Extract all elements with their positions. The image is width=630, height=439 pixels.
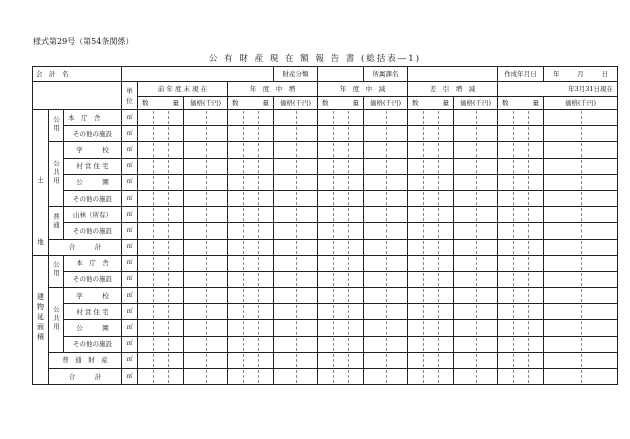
cell-price[interactable] (544, 190, 618, 206)
cell-qty[interactable] (318, 320, 364, 336)
unit-sqm: ㎡ (122, 271, 138, 287)
group-general: 普通 (49, 207, 64, 239)
cell-price[interactable] (454, 126, 498, 142)
accounting-name-value[interactable] (122, 67, 274, 82)
table-row (33, 142, 618, 158)
row-label: 公 園 (64, 320, 122, 336)
sub-price: 価格(千円) (274, 97, 318, 110)
cell-price[interactable] (184, 304, 228, 320)
cell-qty[interactable] (498, 336, 544, 352)
cell-qty[interactable] (228, 158, 274, 174)
table-row (33, 207, 618, 223)
cell-price[interactable] (184, 239, 228, 255)
table-row-total (33, 239, 618, 255)
sub-qty: 数 量 (318, 97, 364, 110)
cell-price[interactable] (364, 142, 408, 158)
cell-qty[interactable] (498, 255, 544, 271)
property-class-value[interactable] (318, 67, 364, 82)
unit-sqm: ㎡ (122, 174, 138, 190)
cell-qty[interactable] (228, 271, 274, 287)
row-label: 普 通 財 産 (49, 352, 122, 368)
cell-price[interactable] (184, 126, 228, 142)
cell-qty[interactable] (318, 304, 364, 320)
cell-qty[interactable] (318, 239, 364, 255)
cell-price[interactable] (274, 336, 318, 352)
cell-qty[interactable] (498, 304, 544, 320)
cell-qty[interactable] (408, 336, 454, 352)
cell-qty[interactable] (408, 190, 454, 206)
department-label: 所属課名 (364, 67, 408, 82)
info-row (33, 67, 618, 82)
cell-qty[interactable] (318, 190, 364, 206)
cell-qty[interactable] (498, 320, 544, 336)
created-date-label: 作成年月日 (498, 67, 544, 82)
cell-qty[interactable] (408, 174, 454, 190)
cell-qty[interactable] (498, 352, 544, 368)
cell-price[interactable] (184, 158, 228, 174)
row-label: 本 庁 舎 (64, 110, 122, 126)
cell-qty[interactable] (138, 320, 184, 336)
sub-price: 価格(千円) (184, 97, 228, 110)
cell-qty[interactable] (138, 126, 184, 142)
cell-qty[interactable] (138, 239, 184, 255)
cell-price[interactable] (184, 369, 228, 385)
cell-qty[interactable] (408, 142, 454, 158)
cell-price[interactable] (364, 320, 408, 336)
cell-price[interactable] (184, 255, 228, 271)
cell-qty[interactable] (138, 174, 184, 190)
cell-qty[interactable] (498, 142, 544, 158)
cell-qty[interactable] (318, 352, 364, 368)
cell-qty[interactable] (498, 223, 544, 239)
row-label: その他の施設 (64, 190, 122, 206)
accounting-name-label: 会 計 名 (33, 67, 122, 82)
table-row (33, 352, 618, 368)
property-class-label: 財産分類 (274, 67, 318, 82)
cell-price[interactable] (544, 271, 618, 287)
cell-price[interactable] (364, 110, 408, 126)
table-row-total (33, 369, 618, 385)
page-title: 公 有 財 産 現 在 額 報 告 書 (総括表―1) (208, 54, 422, 64)
cell-price[interactable] (544, 352, 618, 368)
cell-qty[interactable] (318, 126, 364, 142)
cell-price[interactable] (364, 255, 408, 271)
cell-qty[interactable] (228, 255, 274, 271)
cell-price[interactable] (364, 223, 408, 239)
unit-sqm: ㎡ (122, 255, 138, 271)
group-increase: 年 度 中 増 (228, 82, 318, 97)
cell-price[interactable] (544, 110, 618, 126)
unit-sqm: ㎡ (122, 369, 138, 385)
unit-sqm: ㎡ (122, 320, 138, 336)
cell-price[interactable] (364, 126, 408, 142)
row-label: 村 営 住 宅 (64, 304, 122, 320)
unit-sqm: ㎡ (122, 239, 138, 255)
cell-price[interactable] (184, 320, 228, 336)
cell-price[interactable] (544, 126, 618, 142)
cell-qty[interactable] (228, 239, 274, 255)
cell-qty[interactable] (228, 142, 274, 158)
cell-price[interactable] (184, 174, 228, 190)
year-label: 年 (552, 70, 560, 78)
month-label: 月 (577, 70, 584, 78)
table-row (33, 320, 618, 336)
unit-sqm: ㎡ (122, 158, 138, 174)
cell-price[interactable] (274, 320, 318, 336)
cell-price[interactable] (184, 207, 228, 223)
cell-qty[interactable] (228, 207, 274, 223)
sub-qty: 数 量 (498, 97, 544, 110)
cell-price[interactable] (454, 190, 498, 206)
cell-price[interactable] (454, 369, 498, 385)
row-label: 学 校 (64, 288, 122, 304)
cell-qty[interactable] (408, 239, 454, 255)
report-table (32, 66, 618, 385)
cell-qty[interactable] (228, 288, 274, 304)
row-label: その他の施設 (64, 223, 122, 239)
cell-qty[interactable] (408, 320, 454, 336)
cell-price[interactable] (454, 223, 498, 239)
table-row (33, 336, 618, 352)
cell-price[interactable] (274, 110, 318, 126)
cell-qty[interactable] (228, 352, 274, 368)
cell-price[interactable] (544, 174, 618, 190)
row-label-total: 合 計 (49, 369, 122, 385)
cell-qty[interactable] (138, 271, 184, 287)
row-label: その他の施設 (64, 271, 122, 287)
cell-qty[interactable] (138, 352, 184, 368)
unit-sqm: ㎡ (122, 126, 138, 142)
cell-price[interactable] (184, 352, 228, 368)
cell-price[interactable] (364, 158, 408, 174)
cell-qty[interactable] (408, 352, 454, 368)
cell-price[interactable] (454, 110, 498, 126)
cell-price[interactable] (274, 271, 318, 287)
cell-price[interactable] (364, 190, 408, 206)
department-value[interactable] (408, 67, 498, 82)
cell-qty[interactable] (228, 304, 274, 320)
unit-sqm: ㎡ (122, 223, 138, 239)
cell-price[interactable] (544, 142, 618, 158)
row-label: 本 庁 舎 (64, 255, 122, 271)
sub-qty: 数 量 (228, 97, 274, 110)
created-date-value[interactable] (544, 67, 618, 82)
group-prev-year: 前 年 度 末 現 在 (138, 82, 228, 97)
cell-qty[interactable] (498, 174, 544, 190)
group-public-use: 公共用 (49, 142, 64, 207)
table-row (33, 304, 618, 320)
cell-qty[interactable] (138, 158, 184, 174)
cell-qty[interactable] (408, 207, 454, 223)
cell-qty[interactable] (408, 110, 454, 126)
cell-price[interactable] (274, 142, 318, 158)
cell-price[interactable] (364, 174, 408, 190)
cell-price[interactable] (274, 239, 318, 255)
cell-price[interactable] (274, 126, 318, 142)
cell-price[interactable] (274, 223, 318, 239)
cell-qty[interactable] (318, 142, 364, 158)
table-row (33, 255, 618, 271)
cell-qty[interactable] (138, 223, 184, 239)
cell-price[interactable] (454, 174, 498, 190)
cell-qty[interactable] (138, 369, 184, 385)
cell-qty[interactable] (318, 158, 364, 174)
cell-price[interactable] (274, 207, 318, 223)
cell-price[interactable] (274, 174, 318, 190)
cell-qty[interactable] (318, 369, 364, 385)
header-row-groups (33, 82, 618, 97)
cell-price[interactable] (454, 255, 498, 271)
cell-price[interactable] (364, 336, 408, 352)
cell-qty[interactable] (138, 142, 184, 158)
table-row (33, 271, 618, 287)
unit-sqm: ㎡ (122, 304, 138, 320)
cell-qty[interactable] (228, 223, 274, 239)
cell-qty[interactable] (228, 174, 274, 190)
group-current: 年3月31日現在 (498, 82, 618, 97)
cell-price[interactable] (364, 288, 408, 304)
cell-price[interactable] (544, 223, 618, 239)
cell-price[interactable] (544, 288, 618, 304)
sub-price: 価格(千円) (544, 97, 618, 110)
cell-qty[interactable] (228, 190, 274, 206)
cell-price[interactable] (454, 271, 498, 287)
table-row (33, 288, 618, 304)
cell-qty[interactable] (498, 288, 544, 304)
cell-qty[interactable] (408, 369, 454, 385)
cell-qty[interactable] (498, 126, 544, 142)
cell-qty[interactable] (408, 223, 454, 239)
cell-qty[interactable] (498, 369, 544, 385)
cell-price[interactable] (364, 207, 408, 223)
cell-price[interactable] (364, 352, 408, 368)
cell-price[interactable] (274, 190, 318, 206)
cell-qty[interactable] (318, 271, 364, 287)
cell-qty[interactable] (228, 126, 274, 142)
cell-price[interactable] (364, 304, 408, 320)
cell-qty[interactable] (228, 110, 274, 126)
group-public-use: 公共用 (49, 288, 64, 353)
cell-price[interactable] (454, 320, 498, 336)
cell-price[interactable] (274, 369, 318, 385)
cell-price[interactable] (274, 255, 318, 271)
cell-price[interactable] (454, 288, 498, 304)
cell-price[interactable] (544, 239, 618, 255)
sub-qty: 数 量 (138, 97, 184, 110)
cell-qty[interactable] (318, 110, 364, 126)
cell-qty[interactable] (138, 207, 184, 223)
cell-price[interactable] (184, 190, 228, 206)
cell-qty[interactable] (138, 110, 184, 126)
table-row (33, 158, 618, 174)
cell-price[interactable] (274, 352, 318, 368)
sub-price: 価格(千円) (364, 97, 408, 110)
cell-price[interactable] (454, 158, 498, 174)
group-public: 公用 (49, 110, 64, 142)
cell-price[interactable] (544, 207, 618, 223)
table-row (33, 190, 618, 206)
cell-price[interactable] (274, 304, 318, 320)
cell-qty[interactable] (138, 304, 184, 320)
cell-qty[interactable] (138, 288, 184, 304)
header-blank (33, 82, 122, 110)
cell-price[interactable] (364, 369, 408, 385)
group-decrease: 年 度 中 減 (318, 82, 408, 97)
cell-qty[interactable] (498, 190, 544, 206)
unit-header: 単 位 (122, 82, 138, 110)
cell-qty[interactable] (408, 288, 454, 304)
group-net-change: 差 引 増 減 (408, 82, 498, 97)
cell-qty[interactable] (228, 320, 274, 336)
unit-sqm: ㎡ (122, 190, 138, 206)
cell-qty[interactable] (318, 255, 364, 271)
cell-price[interactable] (544, 369, 618, 385)
row-label: 公 園 (64, 174, 122, 190)
cell-price[interactable] (454, 336, 498, 352)
cell-qty[interactable] (408, 271, 454, 287)
cell-price[interactable] (544, 158, 618, 174)
cell-price[interactable] (454, 239, 498, 255)
cell-price[interactable] (364, 271, 408, 287)
cell-qty[interactable] (498, 239, 544, 255)
cell-qty[interactable] (498, 110, 544, 126)
section-building: 建物延面積 (33, 255, 49, 385)
cell-qty[interactable] (498, 271, 544, 287)
row-label: その他の施設 (64, 126, 122, 142)
cell-qty[interactable] (228, 336, 274, 352)
cell-price[interactable] (544, 255, 618, 271)
table-row (33, 174, 618, 190)
row-label: 学 校 (64, 142, 122, 158)
cell-price[interactable] (184, 271, 228, 287)
cell-price[interactable] (454, 207, 498, 223)
row-label: 山林（所有） (64, 207, 122, 223)
row-label: その他の施設 (64, 336, 122, 352)
cell-price[interactable] (184, 288, 228, 304)
table-row (33, 110, 618, 126)
cell-price[interactable] (184, 110, 228, 126)
section-land: 土 地 (33, 110, 49, 256)
cell-qty[interactable] (498, 207, 544, 223)
group-public: 公用 (49, 255, 64, 287)
unit-sqm: ㎡ (122, 336, 138, 352)
cell-qty[interactable] (318, 223, 364, 239)
cell-qty[interactable] (408, 126, 454, 142)
cell-price[interactable] (454, 304, 498, 320)
cell-price[interactable] (544, 320, 618, 336)
day-label: 日 (601, 70, 609, 78)
sub-qty: 数 量 (408, 97, 454, 110)
cell-price[interactable] (544, 304, 618, 320)
cell-qty[interactable] (138, 336, 184, 352)
cell-qty[interactable] (318, 288, 364, 304)
table-row (33, 223, 618, 239)
form-id: 様式第29号（第54条関係） (33, 37, 134, 46)
cell-qty[interactable] (498, 158, 544, 174)
cell-qty[interactable] (408, 255, 454, 271)
cell-qty[interactable] (408, 304, 454, 320)
unit-sqm: ㎡ (122, 142, 138, 158)
cell-qty[interactable] (408, 158, 454, 174)
cell-price[interactable] (274, 288, 318, 304)
cell-price[interactable] (364, 239, 408, 255)
cell-qty[interactable] (318, 207, 364, 223)
unit-sqm: ㎡ (122, 110, 138, 126)
cell-price[interactable] (454, 352, 498, 368)
cell-price[interactable] (274, 158, 318, 174)
sub-price: 価格(千円) (454, 97, 498, 110)
cell-qty[interactable] (138, 190, 184, 206)
cell-price[interactable] (184, 223, 228, 239)
cell-qty[interactable] (228, 369, 274, 385)
cell-price[interactable] (184, 336, 228, 352)
row-label-total: 合 計 (49, 239, 122, 255)
unit-sqm: ㎡ (122, 352, 138, 368)
cell-price[interactable] (544, 336, 618, 352)
unit-sqm: ㎡ (122, 288, 138, 304)
row-label: 村 営 住 宅 (64, 158, 122, 174)
cell-price[interactable] (454, 142, 498, 158)
cell-price[interactable] (184, 142, 228, 158)
cell-qty[interactable] (138, 255, 184, 271)
cell-qty[interactable] (318, 336, 364, 352)
unit-sqm: ㎡ (122, 207, 138, 223)
table-row (33, 126, 618, 142)
cell-qty[interactable] (318, 174, 364, 190)
